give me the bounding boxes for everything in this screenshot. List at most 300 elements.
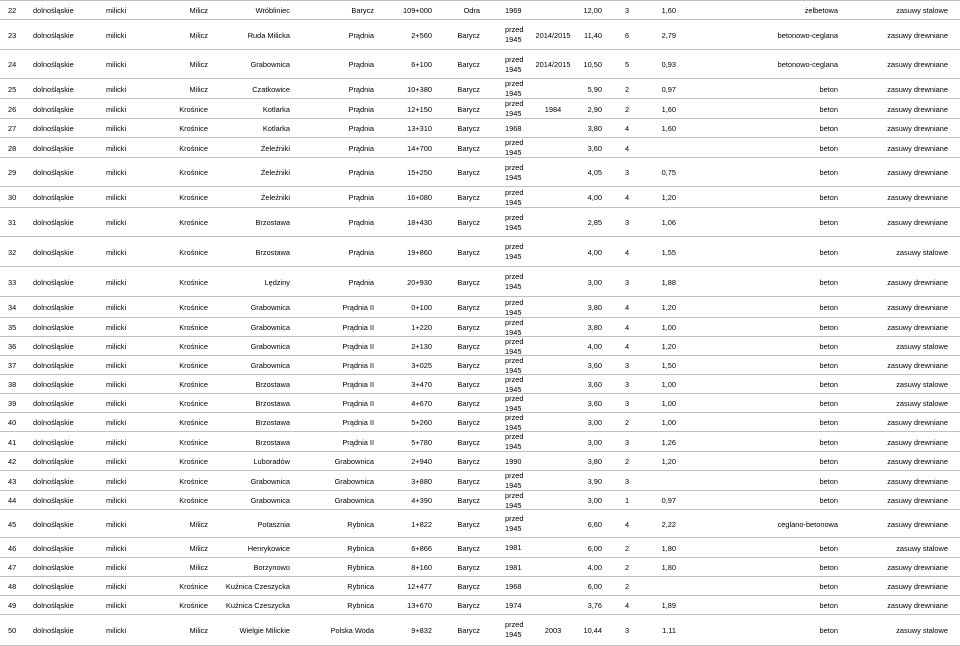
river-cell: Prądnia <box>348 143 374 153</box>
locality-cell: Lędziny <box>264 277 290 287</box>
commune-cell: Krośnice <box>179 247 208 257</box>
row-number: 24 <box>8 60 17 69</box>
row-number: 35 <box>8 323 17 332</box>
km-cell: 3+470 <box>411 380 432 389</box>
height-cell: 1,60 <box>661 6 676 15</box>
river-cell: Prądnia II <box>342 418 374 427</box>
voivodeship-cell: dolnośląskie <box>33 437 74 447</box>
km-cell: 0+100 <box>411 303 432 312</box>
built-year-cell: przed 1945 <box>505 393 524 413</box>
row-number: 32 <box>8 247 17 257</box>
basin-cell: Barycz <box>457 625 480 635</box>
locality-cell: Brzostawa <box>255 437 290 447</box>
river-cell: Prądnia <box>348 193 374 202</box>
voivodeship-cell: dolnośląskie <box>33 104 74 114</box>
voivodeship-cell: dolnośląskie <box>33 476 74 486</box>
spans-cell: 4 <box>624 193 630 202</box>
table-row <box>0 78 960 99</box>
renovation-year-cell: 1984 <box>544 104 562 114</box>
material-cell: beton <box>819 104 838 114</box>
locality-cell: Potasznia <box>257 519 290 529</box>
built-year-cell: przed 1945 <box>505 99 524 118</box>
row-number: 27 <box>8 124 17 133</box>
spans-cell: 3 <box>624 6 630 15</box>
county-cell: milicki <box>106 519 127 529</box>
km-cell: 2+130 <box>411 342 432 351</box>
commune-cell: Milicz <box>189 543 208 553</box>
height-cell: 1,20 <box>661 193 676 202</box>
commune-cell: Krośnice <box>179 601 208 610</box>
built-year-cell: przed 1945 <box>505 355 524 375</box>
km-cell: 12+477 <box>407 582 432 591</box>
commune-cell: Krośnice <box>179 218 208 227</box>
table-row <box>0 355 960 375</box>
river-cell: Barycz <box>351 6 374 15</box>
width-cell: 3,00 <box>587 277 602 287</box>
commune-cell: Krośnice <box>179 303 208 312</box>
row-number: 44 <box>8 496 17 505</box>
table-row <box>0 431 960 452</box>
spans-cell: 2 <box>624 84 630 94</box>
material-cell: beton <box>819 247 838 257</box>
river-cell: Grabownica <box>334 457 374 466</box>
table-row <box>0 317 960 337</box>
commune-cell: Krośnice <box>179 277 208 287</box>
gate-type-cell: zasuwy drewniane <box>887 323 948 332</box>
locality-cell: Kuźnica Czeszycka <box>225 601 290 610</box>
basin-cell: Barycz <box>457 218 480 227</box>
km-cell: 10+380 <box>407 84 432 94</box>
row-number: 45 <box>8 519 17 529</box>
basin-cell: Barycz <box>457 543 480 553</box>
built-year-cell: przed 1945 <box>505 317 524 337</box>
commune-cell: Krośnice <box>179 582 208 591</box>
gate-type-cell: zasuwy drewniane <box>887 437 948 447</box>
basin-cell: Barycz <box>457 399 480 408</box>
material-cell: beton <box>819 361 838 370</box>
river-cell: Prądnia II <box>342 437 374 447</box>
width-cell: 3,80 <box>587 457 602 466</box>
width-cell: 2,90 <box>587 104 602 114</box>
river-cell: Prądnia II <box>342 342 374 351</box>
basin-cell: Barycz <box>457 418 480 427</box>
basin-cell: Barycz <box>457 380 480 389</box>
county-cell: milicki <box>106 323 127 332</box>
table-row <box>0 19 960 50</box>
built-year-cell: przed 1945 <box>505 162 524 182</box>
height-cell <box>640 138 676 158</box>
built-year-cell: przed 1945 <box>505 620 524 639</box>
basin-cell: Barycz <box>457 496 480 505</box>
width-cell: 3,00 <box>587 496 602 505</box>
basin-cell: Barycz <box>457 30 480 40</box>
county-cell: milicki <box>106 437 127 447</box>
material-cell: ceglano-betonowa <box>777 519 838 529</box>
gate-type-cell: zasuwy stalowe <box>896 6 948 15</box>
county-cell: milicki <box>106 30 127 40</box>
built-year-cell: przed 1945 <box>505 412 524 432</box>
table-row <box>0 336 960 356</box>
basin-cell: Barycz <box>457 563 480 572</box>
km-cell: 12+150 <box>407 104 432 114</box>
table-row <box>0 393 960 413</box>
row-number: 36 <box>8 342 17 351</box>
voivodeship-cell: dolnośląskie <box>33 277 74 287</box>
spans-cell: 4 <box>624 124 630 133</box>
spans-cell: 3 <box>624 380 630 389</box>
built-year-cell: przed 1945 <box>505 79 524 98</box>
voivodeship-cell: dolnośląskie <box>33 303 74 312</box>
gate-type-cell: zasuwy drewniane <box>887 418 948 427</box>
table-row <box>0 236 960 267</box>
gate-type-cell: zasuwy drewniane <box>887 60 948 69</box>
table-row <box>0 186 960 208</box>
locality-cell: Grabownica <box>250 361 290 370</box>
spans-cell: 3 <box>624 277 630 287</box>
river-cell: Rybnica <box>347 543 374 553</box>
built-year-cell: przed 1945 <box>505 272 524 291</box>
material-cell: beton <box>819 563 838 572</box>
table-row <box>0 137 960 158</box>
row-number: 22 <box>8 6 17 15</box>
km-cell: 1+220 <box>411 323 432 332</box>
row-number: 31 <box>8 218 17 227</box>
row-number: 25 <box>8 84 17 94</box>
km-cell: 1+822 <box>411 519 432 529</box>
width-cell: 3,60 <box>587 361 602 370</box>
gate-type-cell: zasuwy stalowe <box>896 543 948 553</box>
spans-cell: 4 <box>624 342 630 351</box>
height-cell: 1,60 <box>661 124 676 133</box>
height-cell: 1,55 <box>661 247 676 257</box>
km-cell: 19+860 <box>407 247 432 257</box>
commune-cell: Milicz <box>189 6 208 15</box>
material-cell: beton <box>819 380 838 389</box>
river-cell: Grabownica <box>334 496 374 505</box>
voivodeship-cell: dolnośląskie <box>33 323 74 332</box>
spans-cell: 3 <box>624 218 630 227</box>
renovation-year-cell: 2003 <box>544 625 562 635</box>
river-cell: Prądnia II <box>342 323 374 332</box>
width-cell: 3,60 <box>587 380 602 389</box>
spans-cell: 2 <box>624 582 630 591</box>
material-cell: beton <box>819 601 838 610</box>
county-cell: milicki <box>106 476 127 486</box>
km-cell: 18+430 <box>407 218 432 227</box>
voivodeship-cell: dolnośląskie <box>33 342 74 351</box>
locality-cell: Czatkowice <box>252 84 290 94</box>
built-year-cell: 1974 <box>505 600 522 610</box>
river-cell: Prądnia <box>348 84 374 94</box>
commune-cell: Krośnice <box>179 418 208 427</box>
county-cell: milicki <box>106 218 127 227</box>
width-cell: 10,50 <box>583 60 602 69</box>
height-cell: 1,26 <box>661 437 676 447</box>
width-cell: 4,00 <box>587 247 602 257</box>
spans-cell: 4 <box>624 143 630 153</box>
locality-cell: Brzostawa <box>255 218 290 227</box>
basin-cell: Barycz <box>457 457 480 466</box>
spans-cell: 3 <box>624 361 630 370</box>
commune-cell: Krośnice <box>179 380 208 389</box>
material-cell: beton <box>819 457 838 466</box>
width-cell: 2,85 <box>587 218 602 227</box>
table-row <box>0 98 960 119</box>
row-number: 47 <box>8 563 17 572</box>
row-number: 42 <box>8 457 17 466</box>
county-cell: milicki <box>106 399 127 408</box>
commune-cell: Krośnice <box>179 168 208 177</box>
km-cell: 3+025 <box>411 361 432 370</box>
material-cell: beton <box>819 218 838 227</box>
commune-cell: Krośnice <box>179 437 208 447</box>
spans-cell: 3 <box>624 625 630 635</box>
height-cell: 0,97 <box>661 84 676 94</box>
row-number: 28 <box>8 143 17 153</box>
spans-cell: 4 <box>624 247 630 257</box>
gate-type-cell: zasuwy drewniane <box>887 218 948 227</box>
voivodeship-cell: dolnośląskie <box>33 543 74 553</box>
km-cell: 8+160 <box>411 563 432 572</box>
river-cell: Prądnia <box>348 104 374 114</box>
km-cell: 109+000 <box>403 6 432 15</box>
river-cell: Prądnia <box>348 60 374 69</box>
material-cell: betonowo-ceglana <box>777 60 838 69</box>
gate-type-cell: zasuwy stalowe <box>896 399 948 408</box>
commune-cell: Milicz <box>189 84 208 94</box>
commune-cell: Milicz <box>189 563 208 572</box>
width-cell: 6,60 <box>587 519 602 529</box>
county-cell: milicki <box>106 193 127 202</box>
spans-cell: 4 <box>624 519 630 529</box>
locality-cell: Kotlarka <box>262 104 290 114</box>
height-cell <box>640 471 676 491</box>
km-cell: 20+930 <box>407 277 432 287</box>
spans-cell: 3 <box>624 168 630 177</box>
material-cell: beton <box>819 399 838 408</box>
voivodeship-cell: dolnośląskie <box>33 193 74 202</box>
height-cell: 1,20 <box>661 457 676 466</box>
material-cell: beton <box>819 342 838 351</box>
commune-cell: Krośnice <box>179 104 208 114</box>
river-cell: Rybnica <box>347 519 374 529</box>
row-number: 39 <box>8 399 17 408</box>
voivodeship-cell: dolnośląskie <box>33 496 74 505</box>
county-cell: milicki <box>106 143 127 153</box>
commune-cell: Krośnice <box>179 342 208 351</box>
basin-cell: Barycz <box>457 168 480 177</box>
county-cell: milicki <box>106 582 127 591</box>
km-cell: 4+670 <box>411 399 432 408</box>
height-cell: 1,80 <box>661 563 676 572</box>
locality-cell: Żeleźniki <box>260 143 290 153</box>
basin-cell: Barycz <box>457 582 480 591</box>
table-row <box>0 614 960 646</box>
gate-type-cell: zasuwy drewniane <box>887 582 948 591</box>
km-cell: 2+560 <box>411 30 432 40</box>
height-cell: 1,11 <box>662 625 676 635</box>
county-cell: milicki <box>106 543 127 553</box>
row-number: 38 <box>8 380 17 389</box>
row-number: 34 <box>8 303 17 312</box>
river-cell: Prądnia II <box>342 380 374 389</box>
gate-type-cell: zasuwy drewniane <box>887 303 948 312</box>
basin-cell: Barycz <box>457 601 480 610</box>
height-cell: 1,00 <box>661 380 676 389</box>
commune-cell: Krośnice <box>179 457 208 466</box>
gate-type-cell: zasuwy stalowe <box>896 380 948 389</box>
locality-cell: Borzynowo <box>253 563 290 572</box>
km-cell: 16+080 <box>407 193 432 202</box>
gate-type-cell: zasuwy drewniane <box>887 124 948 133</box>
river-cell: Rybnica <box>347 563 374 572</box>
built-year-cell: 1981 <box>505 543 522 552</box>
county-cell: milicki <box>106 104 127 114</box>
voivodeship-cell: dolnośląskie <box>33 361 74 370</box>
county-cell: milicki <box>106 60 127 69</box>
material-cell: beton <box>819 323 838 332</box>
commune-cell: Krośnice <box>179 193 208 202</box>
voivodeship-cell: dolnośląskie <box>33 30 74 40</box>
height-cell: 1,89 <box>661 601 676 610</box>
height-cell: 0,93 <box>661 60 676 69</box>
basin-cell: Barycz <box>457 277 480 287</box>
width-cell: 3,00 <box>587 437 602 447</box>
row-number: 40 <box>8 418 17 427</box>
basin-cell: Barycz <box>457 104 480 114</box>
gate-type-cell: zasuwy drewniane <box>887 277 948 287</box>
gate-type-cell: zasuwy stalowe <box>896 247 948 257</box>
width-cell: 3,80 <box>587 303 602 312</box>
km-cell: 5+260 <box>411 418 432 427</box>
county-cell: milicki <box>106 247 127 257</box>
row-number: 43 <box>8 476 17 486</box>
locality-cell: Grabownica <box>250 496 290 505</box>
voivodeship-cell: dolnośląskie <box>33 143 74 153</box>
width-cell: 6,00 <box>587 582 602 591</box>
county-cell: milicki <box>106 496 127 505</box>
width-cell: 11,40 <box>584 30 602 40</box>
voivodeship-cell: dolnośląskie <box>33 84 74 94</box>
county-cell: milicki <box>106 6 127 15</box>
spans-cell: 6 <box>624 30 630 40</box>
spans-cell: 3 <box>624 437 630 447</box>
locality-cell: Żeleźniki <box>260 193 290 202</box>
basin-cell: Barycz <box>457 323 480 332</box>
material-cell: beton <box>819 168 838 177</box>
county-cell: milicki <box>106 418 127 427</box>
height-cell: 2,79 <box>661 30 676 40</box>
river-cell: Rybnica <box>347 582 374 591</box>
gate-type-cell: zasuwy drewniane <box>887 143 948 153</box>
table-row <box>0 207 960 237</box>
width-cell: 4,00 <box>587 563 602 572</box>
spans-cell: 4 <box>624 323 630 332</box>
width-cell: 10,44 <box>583 625 602 635</box>
voivodeship-cell: dolnośląskie <box>33 6 74 15</box>
height-cell: 0,97 <box>661 496 676 505</box>
gate-type-cell: zasuwy drewniane <box>887 84 948 94</box>
width-cell: 3,90 <box>587 476 602 486</box>
gate-type-cell: zasuwy drewniane <box>887 519 948 529</box>
locality-cell: Wróbliniec <box>255 6 290 15</box>
width-cell: 4,00 <box>587 193 602 202</box>
table-row <box>0 576 960 596</box>
voivodeship-cell: dolnośląskie <box>33 380 74 389</box>
commune-cell: Milicz <box>189 30 208 40</box>
height-cell: 0,75 <box>661 168 676 177</box>
spans-cell: 2 <box>624 457 630 466</box>
width-cell: 6,00 <box>587 543 602 553</box>
locality-cell: Ruda Milicka <box>247 30 290 40</box>
row-number: 50 <box>8 625 17 635</box>
county-cell: milicki <box>106 303 127 312</box>
county-cell: milicki <box>106 277 127 287</box>
height-cell: 1,00 <box>661 399 676 408</box>
voivodeship-cell: dolnośląskie <box>33 60 74 69</box>
voivodeship-cell: dolnośląskie <box>33 218 74 227</box>
built-year-cell: przed 1945 <box>505 138 524 157</box>
locality-cell: Grabownica <box>250 323 290 332</box>
table-row <box>0 509 960 538</box>
table-row <box>0 296 960 318</box>
voivodeship-cell: dolnośląskie <box>33 582 74 591</box>
locality-cell: Kuźnica Czeszycka <box>225 582 290 591</box>
built-year-cell: 1990 <box>505 456 522 466</box>
renovation-year-cell: 2014/2015 <box>535 60 571 69</box>
table-row <box>0 266 960 297</box>
commune-cell: Krośnice <box>179 361 208 370</box>
basin-cell: Barycz <box>457 437 480 447</box>
river-cell: Rybnica <box>347 601 374 610</box>
spans-cell: 2 <box>624 563 630 572</box>
built-year-cell: przed 1945 <box>505 212 524 232</box>
built-year-cell: przed 1945 <box>505 432 524 451</box>
built-year-cell: przed 1945 <box>505 25 524 44</box>
gate-type-cell: zasuwy drewniane <box>887 361 948 370</box>
km-cell: 15+250 <box>407 168 432 177</box>
locality-cell: Brzostawa <box>255 418 290 427</box>
spans-cell: 1 <box>624 496 630 505</box>
material-cell: beton <box>819 418 838 427</box>
built-year-cell: 1968 <box>505 123 522 133</box>
material-cell: beton <box>819 543 838 553</box>
locality-cell: Henrykowice <box>247 543 290 553</box>
built-year-cell: przed 1945 <box>505 187 524 207</box>
table-row <box>0 490 960 510</box>
spans-cell: 5 <box>624 60 630 69</box>
built-year-cell: przed 1945 <box>505 514 524 533</box>
spans-cell: 3 <box>624 399 630 408</box>
km-cell: 2+940 <box>411 457 432 466</box>
commune-cell: Krośnice <box>179 143 208 153</box>
locality-cell: Grabownica <box>250 476 290 486</box>
table-row <box>0 157 960 187</box>
river-cell: Polska Woda <box>330 625 374 635</box>
gate-type-cell: zasuwy stalowe <box>896 342 948 351</box>
gate-type-cell: zasuwy drewniane <box>887 193 948 202</box>
material-cell: beton <box>819 496 838 505</box>
voivodeship-cell: dolnośląskie <box>33 168 74 177</box>
basin-cell: Barycz <box>457 361 480 370</box>
commune-cell: Krośnice <box>179 496 208 505</box>
built-year-cell: przed 1945 <box>505 297 524 317</box>
built-year-cell: 1981 <box>505 562 522 572</box>
river-cell: Prądnia <box>348 247 374 257</box>
material-cell: beton <box>819 193 838 202</box>
voivodeship-cell: dolnośląskie <box>33 519 74 529</box>
locality-cell: Grabownica <box>250 342 290 351</box>
